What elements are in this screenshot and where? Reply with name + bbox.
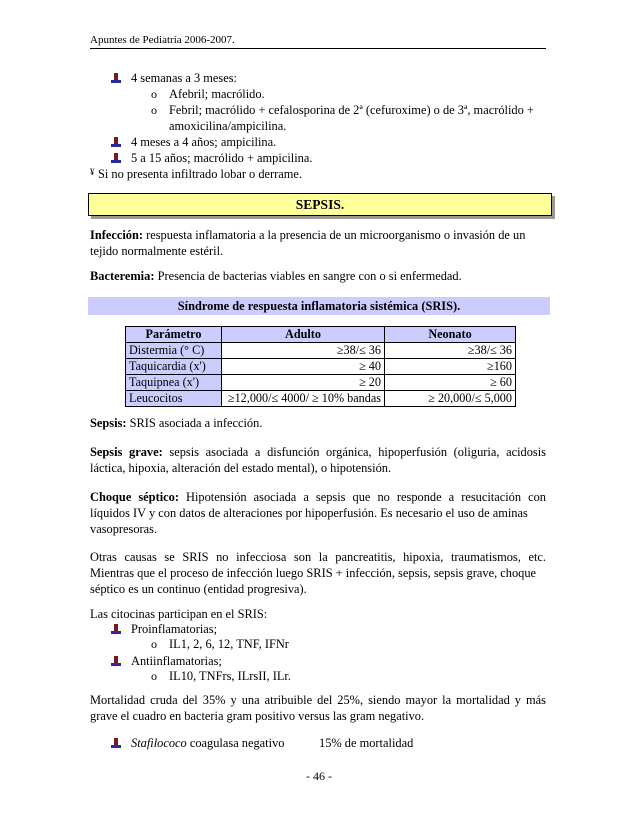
- organism-name: Stafilococo: [131, 736, 187, 750]
- definition: sepsis asociada a disfunción orgánica, hipoperfusión (oliguria, acidosis: [169, 445, 546, 459]
- term: Sepsis grave:: [90, 445, 163, 459]
- paragraph-line: Mortalidad cruda del 35% y una atribuible del 25%, siendo mayor la mortalidad y más: [90, 693, 546, 707]
- sub-bullet-icon: o: [151, 103, 157, 117]
- cell: ≥ 20,000/≤ 5,000: [385, 391, 516, 407]
- table-row: [126, 343, 516, 359]
- paragraph-line: Otras causas se SRIS no infecciosa son la pancreatitis, hipoxia, traumatismos, etc.: [90, 550, 546, 564]
- list-item: Antiinflamatorias;: [131, 654, 222, 668]
- cell: ≥160: [385, 359, 516, 375]
- def-sepsis-grave-cont: láctica, hipoxia, alteración del estado mental), o hipotensión.: [90, 461, 392, 475]
- paragraph-line: Mientras que el proceso de infección luego SRIS + infección, sepsis, sepsis grave, choque: [90, 566, 537, 580]
- col-header: Neonato: [385, 327, 516, 343]
- col-header: Parámetro: [126, 327, 222, 343]
- sris-title: Síndrome de respuesta inflamatoria sistémica (SRIS).: [88, 297, 550, 315]
- sris-table: [125, 326, 516, 407]
- page-number: - 46 -: [306, 769, 332, 783]
- bullet-icon: [111, 738, 121, 749]
- bullet-icon: [111, 153, 121, 164]
- def-sepsis: [90, 415, 262, 431]
- cell: Leucocitos: [126, 391, 222, 407]
- col-header: Adulto: [222, 327, 385, 343]
- sub-bullet-icon: o: [151, 87, 157, 101]
- list-subitem-cont: amoxicilina/ampicilina.: [169, 119, 287, 133]
- section-title: SEPSIS.: [88, 193, 552, 216]
- def-choque: [90, 489, 546, 505]
- organism-desc: coagulasa negativo: [186, 736, 285, 750]
- bullet-icon: [111, 73, 121, 84]
- list-subitem: IL1, 2, 6, 12, TNF, IFNr: [169, 637, 289, 651]
- citocinas-intro: Las citocinas participan en el SRIS:: [90, 607, 268, 621]
- table-row: [126, 391, 516, 407]
- cell: ≥12,000/≤ 4000/ ≥ 10% bandas: [222, 391, 385, 407]
- list-subitem: IL10, TNFrs, ILrsII, ILr.: [169, 669, 291, 683]
- cell: Taquicardia (x'): [126, 359, 222, 375]
- def-choque-cont: vasopresoras.: [90, 522, 158, 536]
- cell: ≥ 40: [222, 359, 385, 375]
- def-infeccion-cont: tejido normalmente estéril.: [90, 244, 224, 258]
- list-item: Proinflamatorias;: [131, 622, 218, 636]
- bullet-icon: [111, 656, 121, 667]
- paragraph-line: séptico es un continuo (entidad progresiva).: [90, 582, 307, 596]
- list-subitem: Febril; macrólido + cefalosporina de 2ª (cefuroxime) o de 3ª, macrólido +: [169, 103, 534, 117]
- term: Infección:: [90, 228, 143, 242]
- bullet-icon: [111, 624, 121, 635]
- cell: ≥38/≤ 36: [385, 343, 516, 359]
- definition: Presencia de bacterias viables en sangre con o si enfermedad.: [157, 269, 462, 283]
- table-row: [126, 375, 516, 391]
- bullet-icon: [111, 137, 121, 148]
- cell: Taquipnea (x'): [126, 375, 222, 391]
- definition: respuesta inflamatoria a la presencia de un microorganismo o invasión de un: [146, 228, 526, 242]
- def-choque-cont: líquidos IV y con datos de alteraciones por hipoperfusión. Es necesario el uso de aminas: [90, 506, 528, 520]
- cell: ≥ 60: [385, 375, 516, 391]
- sub-bullet-icon: o: [151, 669, 157, 683]
- table-header-row: [126, 327, 516, 343]
- def-sepsis-grave: [90, 444, 546, 460]
- paragraph-line: grave el cuadro en bacteria gram positivo versus las gram negativo.: [90, 709, 425, 723]
- definition: SRIS asociada a infección.: [129, 416, 263, 430]
- footnote-mark: ¥: [90, 167, 95, 177]
- term: Sepsis:: [90, 416, 127, 430]
- term: Bacteremia:: [90, 269, 155, 283]
- def-infeccion: [90, 227, 546, 243]
- cell: ≥38/≤ 36: [222, 343, 385, 359]
- list-subitem: Afebril; macrólido.: [169, 87, 265, 101]
- mortality-value: 15% de mortalidad: [319, 736, 414, 750]
- running-header: Apuntes de Pediatría 2006-2007.: [90, 34, 546, 49]
- definition: Hipotensión asociada a sepsis que no responde a resucitación con: [186, 490, 546, 504]
- sub-bullet-icon: o: [151, 637, 157, 651]
- list-item: [131, 735, 284, 751]
- cell: Distermia (° C): [126, 343, 222, 359]
- list-item: 5 a 15 años; macrólido + ampicilina.: [131, 151, 313, 165]
- table-row: [126, 359, 516, 375]
- term: Choque séptico:: [90, 490, 179, 504]
- def-bacteremia: [90, 268, 462, 284]
- list-item: 4 meses a 4 años; ampicilina.: [131, 135, 277, 149]
- footnote: Si no presenta infiltrado lobar o derrame.: [98, 167, 303, 181]
- cell: ≥ 20: [222, 375, 385, 391]
- list-item: 4 semanas a 3 meses:: [131, 71, 237, 85]
